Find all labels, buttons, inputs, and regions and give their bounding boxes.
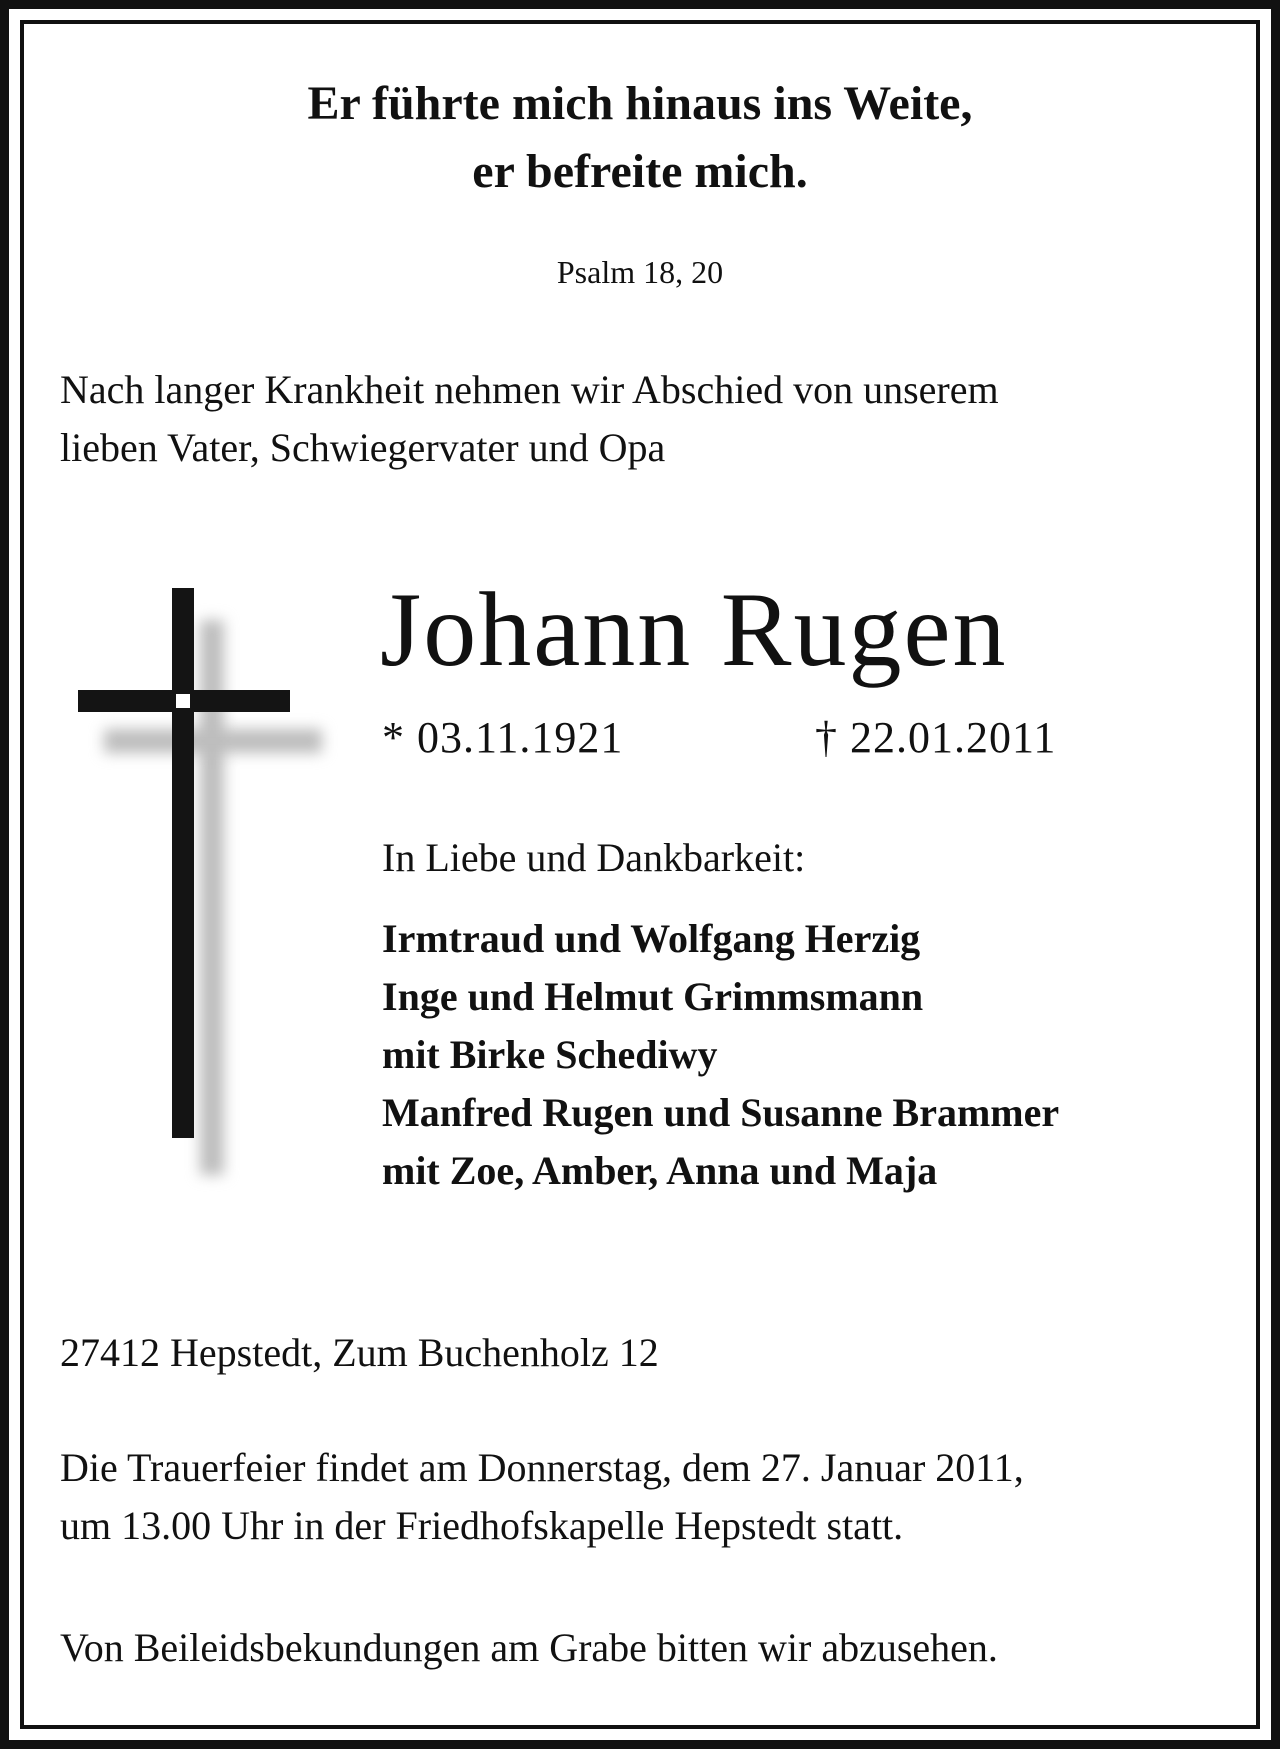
cross-vertical-bar [172, 588, 194, 1138]
verse-line-2: er befreite mich. [472, 145, 808, 198]
mourner-line: Irmtraud und Wolfgang Herzig [382, 916, 921, 961]
service-line-1: Die Trauerfeier findet am Donnerstag, dem 27. Januar 2011, [60, 1445, 1024, 1490]
mourner-line: mit Zoe, Amber, Anna und Maja [382, 1148, 938, 1193]
mourner-line: mit Birke Schediwy [382, 1032, 718, 1077]
condolence-note: Von Beileidsbekundungen am Grabe bitten wir abzusehen. [60, 1625, 998, 1670]
verse-reference: Psalm 18, 20 [556, 254, 724, 290]
death-date: † 22.01.2011 [815, 713, 1057, 762]
deceased-name: Johann Rugen [380, 571, 1008, 688]
verse-line-1: Er führte mich hinaus ins Weite, [307, 77, 973, 130]
service-line-2: um 13.00 Uhr in der Friedhofskapelle Hepstedt statt. [60, 1503, 904, 1548]
mourners-heading: In Liebe und Dankbarkeit: [382, 835, 806, 880]
mourner-line: Manfred Rugen und Susanne Brammer [382, 1090, 1060, 1135]
birth-date: * 03.11.1921 [382, 713, 624, 762]
intro-line-2: lieben Vater, Schwiegervater und Opa [60, 425, 666, 470]
cross-shadow-horizontal [104, 729, 322, 753]
mourner-line: Inge und Helmut Grimmsmann [382, 974, 924, 1019]
intro-line-1: Nach langer Krankheit nehmen wir Abschied von unserem [60, 367, 999, 412]
family-address: 27412 Hepstedt, Zum Buchenholz 12 [60, 1330, 659, 1375]
cross-center-highlight [176, 694, 190, 708]
